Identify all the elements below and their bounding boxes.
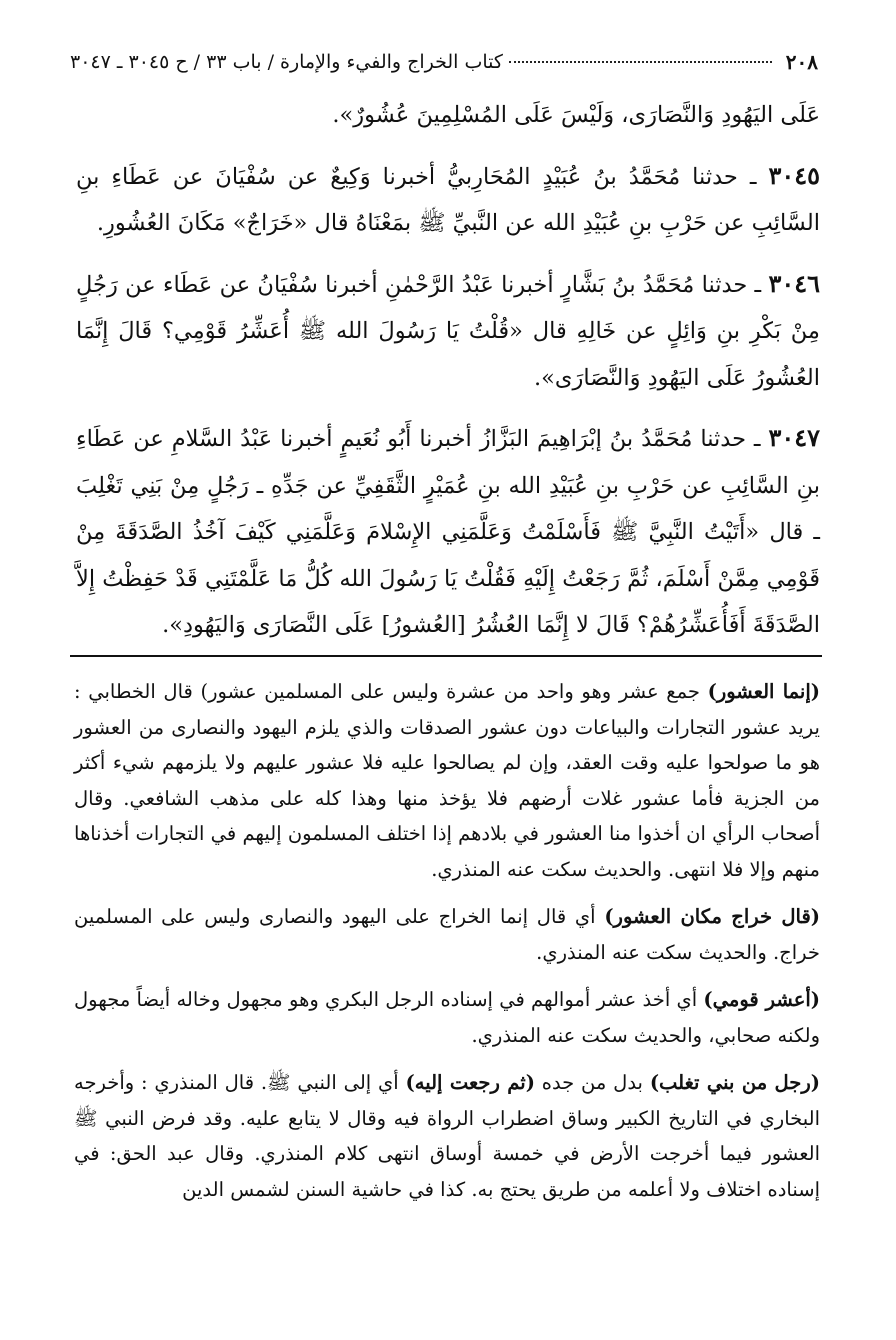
page-header: [70, 44, 818, 80]
commentary-block: [74, 674, 820, 1217]
hadith-number: ٣٠٤٦: [768, 268, 821, 298]
running-title: كتاب الخراج والفيء والإمارة / باب ٣٣ / ح ٣٠٤٥ ـ ٣٠٤٧: [70, 51, 503, 73]
intro-line: عَلَى اليَهُودِ وَالنَّصَارَى، وَلَيْسَ عَلَى المُسْلِمِينَ عُشُورٌ».: [332, 102, 820, 128]
hadith-text-block: [76, 92, 820, 649]
note-text: أي أخذ عشر أموالهم في إسناده الرجل البكري وهو مجهول وخاله أيضاً مجهول ولكنه صحابي، والحديث سكت عنه المنذري.: [74, 988, 820, 1047]
hadith-body: ـ حدثنا مُحَمَّدُ بنُ عُبَيْدٍ المُحَارِبيُّ أخبرنا وَكِيعٌ عن سُفْيَانَ عن عَطَاءِ بنِ السَّائِبِ عن حَرْبِ بنِ عُبَيْدِ الله عن النَّبيِّ ﷺ بمَعْنَاهُ قال «خَرَاجٌ» مَكَانَ العُشُورِ.: [76, 163, 820, 236]
note-text: بدل من جده: [534, 1071, 650, 1094]
hadith-3047: [76, 415, 820, 649]
hadith-number: ٣٠٤٧: [768, 423, 820, 452]
commentary-divider: [70, 655, 822, 657]
note-innama-al-ushur: [74, 674, 820, 887]
note-text: أي قال إنما الخراج على اليهود والنصارى وليس على المسلمين خراج. والحديث سكت عنه المنذري.: [74, 905, 820, 964]
hadith-3045: [76, 153, 820, 247]
note-text: جمع عشر وهو واحد من عشرة وليس على المسلمين عشور) قال الخطابي : يريد عشور التجارات والبياعات دون عشور الصدقات والذي يلزم اليهود والنصارى من العشور هو ما صولحوا عليه وقت العقد، وإن لم يصالحوا عليه فلا عشور عليهم ولا يلزمهم شيء أكثر من الجزية فأما عشور غلات أرضهم فلا يؤخذ منها وهذا كله على مذهب الشافعي. وقال أصحاب الرأي ان أخذوا منا العشور في بلادهم إذا اختلف المسلمون إليهم في التجارات أخذناها منهم وإلا فلا انتهى. والحديث سكت عنه المنذري.: [74, 680, 820, 881]
page-number: ٢٠٨: [785, 50, 818, 74]
note-lemma-secondary: (ثم رجعت إليه): [405, 1071, 535, 1094]
hadith-body: ـ حدثنا مُحَمَّدُ بنُ بَشَّارٍ أخبرنا عَبْدُ الرَّحْمٰنِ أخبرنا سُفْيَانُ عن عَطَاء عن رَجُلٍ مِنْ بَكْرِ بنِ وَائِلٍ عن خَالِهِ قال «قُلْتُ يَا رَسُولَ الله ﷺ أُعَشِّرُ قَوْمِي؟ قَالَ إِنَّمَا العُشُورُ عَلَى اليَهُودِ وَالنَّصَارَى».: [76, 271, 820, 391]
note-text-secondary: أي إلى النبي ﷺ. قال المنذري : وأخرجه البخاري في التاريخ الكبير وساق اضطراب الرواة فيه وقال لا يتابع عليه. وقد فرض النبي ﷺ العشور فيما أخرجت الأرض في خمسة أوساق انتهى كلام المنذري. وقال عبد الحق: في إسناده اختلاف ولا أعلمه من طريق يحتج به. كذا في حاشية السنن لشمس الدين: [74, 1071, 820, 1201]
note-lemma: (رجل من بني تغلب): [649, 1071, 821, 1094]
note-lemma: (قال خراج مكان العشور): [604, 905, 821, 928]
hadith-body: ـ حدثنا مُحَمَّدُ بنُ إبْرَاهِيمَ البَزَّازُ أخبرنا أَبُو نُعَيمٍ أخبرنا عَبْدُ السَّلامِ عن عَطَاءِ بنِ السَّائِبِ عن حَرْبِ بنِ عُبَيْدِ الله بنِ عُمَيْرٍ الثَّقَفِيِّ عن جَدِّهِ ـ رَجُلٍ مِنْ بَنِي تَغْلِبَ ـ قال «أَتَيْتُ النَّبِيَّ ﷺ فَأَسْلَمْتُ وَعَلَّمَنِي الإِسْلامَ وَعَلَّمَنِي كَيْفَ آخُذُ الصَّدَقَةَ مِنْ قَوْمِي مِمَّنْ أَسْلَمَ، ثُمَّ رَجَعْتُ إِلَيْهِ فَقُلْتُ يَا رَسُولَ الله كُلُّ مَا عَلَّمْتَنِي قَدْ حَفِظْتُ إِلاَّ الصَّدَقَةَ أَفَأُعَشِّرُهُمْ؟ قَالَ لا إِنَّمَا العُشُرُ [العُشورُ] عَلَى النَّصَارَى وَاليَهُودِ».: [76, 426, 820, 638]
note-kharaj: [74, 899, 820, 970]
hadith-3046: [76, 261, 820, 402]
note-ushir-qawmi: [74, 982, 820, 1053]
hadith-number: ٣٠٤٥: [768, 160, 820, 190]
note-rajul-bani-taghlib: [74, 1065, 820, 1207]
note-lemma: (إنما العشور): [707, 680, 820, 703]
note-lemma: (أعشر قومي): [703, 988, 821, 1011]
header-dotted-leader: [509, 61, 772, 63]
